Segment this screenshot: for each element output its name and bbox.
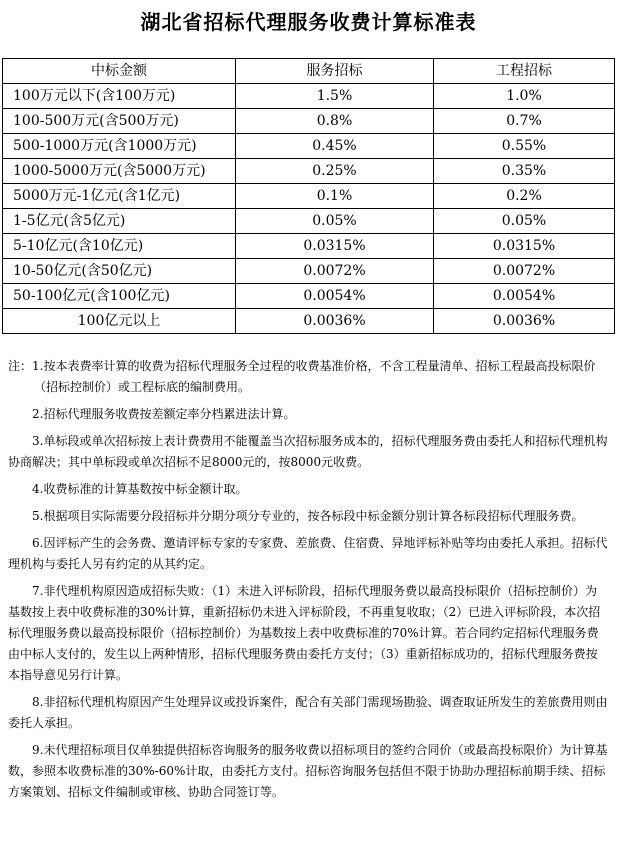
note-item: 3.单标段或单次招标按上表计费费用不能覆盖当次招标服务成本的，招标代理服务费由委托人和招标代理机构协商解决；其中单标段或单次招标不足8000元的，按8000元收费。 [8,434,608,469]
engineering-rate-cell: 1.0% [434,84,615,109]
column-header-engineering-bidding: 工程招标 [434,59,615,84]
bid-amount-cell: 100万元以下(含100万元) [3,84,236,109]
fee-table [2,58,615,334]
engineering-rate-cell: 0.0054% [434,284,615,309]
engineering-rate-cell: 0.0072% [434,259,615,284]
service-rate-cell: 0.0315% [236,234,434,259]
table-row [3,134,615,159]
note-item: 4.收费标准的计算基数按中标金额计取。 [32,482,248,496]
service-rate-cell: 0.0072% [236,259,434,284]
table-header-row [3,59,615,84]
bid-amount-cell: 100-500万元(含500万元) [3,109,236,134]
service-rate-cell: 0.45% [236,134,434,159]
service-rate-cell: 0.0054% [236,284,434,309]
column-header-service-bidding: 服务招标 [236,59,434,84]
service-rate-cell: 0.05% [236,209,434,234]
service-rate-cell: 0.1% [236,184,434,209]
engineering-rate-cell: 0.0315% [434,234,615,259]
engineering-rate-cell: 0.35% [434,159,615,184]
note-item: 9.未代理招标项目仅单独提供招标咨询服务的服务收费以招标项目的签约合同价（或最高投标限价）为计算基数，参照本收费标准的30%-60%计取，由委托方支付。招标咨询服务包括但不限于协助办理招标前期手续、招标方案策划、招标文件编制或审核、协助合同签订等。 [8,743,608,799]
note-item: 8.非招标代理机构原因产生处理异议或投诉案件，配合有关部门需现场勘验、调查取证所发生的差旅费用则由委托人承担。 [8,695,608,730]
service-rate-cell: 1.5% [236,84,434,109]
note-item: 7.非代理机构原因造成招标失败：（1）未进入评标阶段，招标代理服务费以最高投标限价（招标控制价）为基数按上表中收费标准的30%计算，重新招标仍未进入评标阶段，不再重复收取；（2）已进入评标阶段，本次招标代理服务费以最高投标限价（招标控制价）为基数按上表中收费标准的70%计算。若合同约定招标代理服务费由中标人支付的，发生以上两种情形，招标代理服务费由委托方支付；（3）重新招标成功的，招标代理服务费按本指导意见另行计算。 [8,584,601,682]
bid-amount-cell: 100亿元以上 [3,309,236,334]
note-item: 2.招标代理服务收费按差额定率分档累进法计算。 [32,407,296,421]
table-row [3,284,615,309]
engineering-rate-cell: 0.7% [434,109,615,134]
column-header-bid-amount: 中标金额 [3,59,236,84]
service-rate-cell: 0.25% [236,159,434,184]
bid-amount-cell: 1000-5000万元(含5000万元) [3,159,236,184]
page-title: 湖北省招标代理服务收费计算标准表 [140,10,477,34]
table-row [3,84,615,109]
note-item: 注：1.按本表费率计算的收费为招标代理服务全过程的收费基准价格，不含工程量清单、招标工程最高投标限价（招标控制价）或工程标底的编制费用。 [8,359,596,394]
table-row [3,184,615,209]
engineering-rate-cell: 0.2% [434,184,615,209]
table-row [3,159,615,184]
table-row [3,259,615,284]
table-row [3,234,615,259]
table-row [3,209,615,234]
engineering-rate-cell: 0.05% [434,209,615,234]
engineering-rate-cell: 0.0036% [434,309,615,334]
bid-amount-cell: 1-5亿元(含5亿元) [3,209,236,234]
bid-amount-cell: 10-50亿元(含50亿元) [3,259,236,284]
note-item: 5.根据项目实际需要分段招标并分期分项分专业的，按各标段中标金额分别计算各标段招标代理服务费。 [32,509,584,523]
table-row [3,309,615,334]
note-item: 6.因评标产生的会务费、邀请评标专家的专家费、差旅费、住宿费、异地评标补贴等均由委托人承担。招标代理机构与委托人另有约定的从其约定。 [8,536,608,571]
bid-amount-cell: 5-10亿元(含10亿元) [3,234,236,259]
service-rate-cell: 0.8% [236,109,434,134]
notes-section [8,356,608,809]
bid-amount-cell: 50-100亿元(含100亿元) [3,284,236,309]
engineering-rate-cell: 0.55% [434,134,615,159]
bid-amount-cell: 5000万元-1亿元(含1亿元) [3,184,236,209]
table-row [3,109,615,134]
service-rate-cell: 0.0036% [236,309,434,334]
bid-amount-cell: 500-1000万元(含1000万元) [3,134,236,159]
